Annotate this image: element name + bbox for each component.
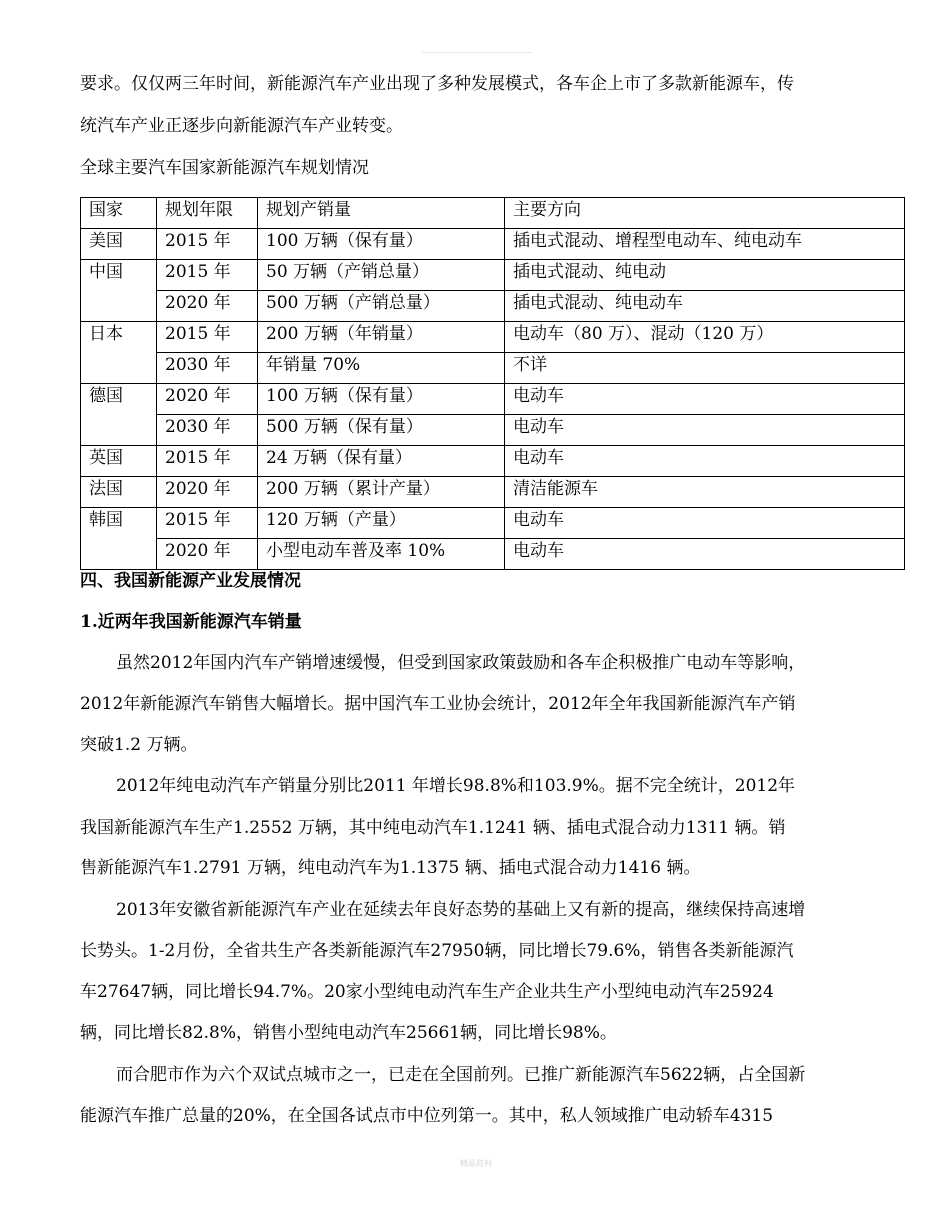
cell-year: 2015 年 bbox=[157, 260, 258, 291]
cell-year: 2020 年 bbox=[157, 539, 258, 570]
cell-year: 2015 年 bbox=[157, 508, 258, 539]
cell-volume: 100 万辆（保有量） bbox=[258, 229, 505, 260]
cell-direction: 不详 bbox=[505, 353, 905, 384]
cell-volume: 500 万辆（保有量） bbox=[258, 415, 505, 446]
subsection-heading: 1.近两年我国新能源汽车销量 bbox=[80, 612, 302, 632]
cell-year: 2020 年 bbox=[157, 291, 258, 322]
cell-year: 2020 年 bbox=[157, 477, 258, 508]
cell-country: 日本 bbox=[81, 322, 157, 384]
table-row bbox=[81, 322, 905, 353]
cell-volume: 200 万辆（累计产量） bbox=[258, 477, 505, 508]
cell-year: 2015 年 bbox=[157, 322, 258, 353]
table-row bbox=[81, 415, 905, 446]
para2-line-2: 我国新能源汽车生产1.2552 万辆，其中纯电动汽车1.1241 辆、插电式混合动力1311 辆。销 bbox=[80, 818, 786, 838]
table-title: 全球主要汽车国家新能源汽车规划情况 bbox=[80, 158, 369, 178]
cell-direction: 电动车 bbox=[505, 415, 905, 446]
cell-volume: 120 万辆（产量） bbox=[258, 508, 505, 539]
table-row bbox=[81, 291, 905, 322]
cell-volume: 200 万辆（年销量） bbox=[258, 322, 505, 353]
cell-direction: 电动车 bbox=[505, 508, 905, 539]
header-volume: 规划产销量 bbox=[258, 198, 505, 229]
cell-volume: 50 万辆（产销总量） bbox=[258, 260, 505, 291]
cell-direction: 电动车 bbox=[505, 446, 905, 477]
cell-direction: 电动车 bbox=[505, 539, 905, 570]
cell-country: 中国 bbox=[81, 260, 157, 322]
cell-country: 英国 bbox=[81, 446, 157, 477]
cell-direction: 插电式混动、纯电动车 bbox=[505, 291, 905, 322]
cell-direction: 清洁能源车 bbox=[505, 477, 905, 508]
cell-direction: 插电式混动、纯电动 bbox=[505, 260, 905, 291]
ev-plan-table bbox=[80, 197, 905, 570]
para3-line-1: 2013年安徽省新能源汽车产业在延续去年良好态势的基础上又有新的提高，继续保持高速增 bbox=[116, 900, 806, 920]
page-footer-watermark: 精品资料 bbox=[460, 1159, 492, 1168]
cell-year: 2030 年 bbox=[157, 415, 258, 446]
section-heading: 四、我国新能源产业发展情况 bbox=[80, 571, 301, 591]
cell-country: 德国 bbox=[81, 384, 157, 446]
cell-volume: 500 万辆（产销总量） bbox=[258, 291, 505, 322]
cell-year: 2015 年 bbox=[157, 229, 258, 260]
cell-volume: 100 万辆（保有量） bbox=[258, 384, 505, 415]
para4-line-2: 能源汽车推广总量的20%，在全国各试点市中位列第一。其中，私人领域推广电动轿车4315 bbox=[80, 1106, 774, 1126]
cell-volume: 年销量 70% bbox=[258, 353, 505, 384]
intro-line-1: 要求。仅仅两三年时间，新能源汽车产业出现了多种发展模式，各车企上市了多款新能源车，传 bbox=[80, 74, 794, 94]
para2-line-1: 2012年纯电动汽车产销量分别比2011 年增长98.8%和103.9%。据不完全统计，2012年 bbox=[116, 776, 796, 796]
table-row bbox=[81, 446, 905, 477]
table-row bbox=[81, 353, 905, 384]
cell-country: 韩国 bbox=[81, 508, 157, 570]
cell-year: 2015 年 bbox=[157, 446, 258, 477]
para2-line-3: 售新能源汽车1.2791 万辆，纯电动汽车为1.1375 辆、插电式混合动力1416 辆。 bbox=[80, 858, 701, 878]
header-year: 规划年限 bbox=[157, 198, 258, 229]
para3-line-2: 长势头。1-2月份，全省共生产各类新能源汽车27950辆，同比增长79.6%，销售各类新能源汽 bbox=[80, 941, 794, 961]
para1-line-2: 2012年新能源汽车销售大幅增长。据中国汽车工业协会统计，2012年全年我国新能源汽车产销 bbox=[80, 694, 796, 714]
header-direction: 主要方向 bbox=[505, 198, 905, 229]
cell-year: 2020 年 bbox=[157, 384, 258, 415]
intro-line-2: 统汽车产业正逐步向新能源汽车产业转变。 bbox=[80, 116, 403, 136]
header-rule bbox=[422, 52, 532, 53]
table-row bbox=[81, 539, 905, 570]
para1-line-3: 突破1.2 万辆。 bbox=[80, 735, 198, 755]
table-row bbox=[81, 477, 905, 508]
cell-volume: 小型电动车普及率 10% bbox=[258, 539, 505, 570]
table-row bbox=[81, 229, 905, 260]
para3-line-4: 辆，同比增长82.8%，销售小型纯电动汽车25661辆，同比增长98%。 bbox=[80, 1023, 617, 1043]
para3-line-3: 车27647辆，同比增长94.7%。20家小型纯电动汽车生产企业共生产小型纯电动汽车25924 bbox=[80, 982, 774, 1002]
cell-year: 2030 年 bbox=[157, 353, 258, 384]
table-row bbox=[81, 508, 905, 539]
table-row bbox=[81, 384, 905, 415]
cell-direction: 电动车 bbox=[505, 384, 905, 415]
cell-country: 法国 bbox=[81, 477, 157, 508]
para4-line-1: 而合肥市作为六个双试点城市之一，已走在全国前列。已推广新能源汽车5622辆，占全国新 bbox=[116, 1065, 806, 1085]
cell-direction: 电动车（80 万）、混动（120 万） bbox=[505, 322, 905, 353]
table-header-row bbox=[81, 198, 905, 229]
header-country: 国家 bbox=[81, 198, 157, 229]
cell-volume: 24 万辆（保有量） bbox=[258, 446, 505, 477]
cell-country: 美国 bbox=[81, 229, 157, 260]
para1-line-1: 虽然2012年国内汽车产销增速缓慢，但受到国家政策鼓励和各车企积极推广电动车等影响， bbox=[116, 653, 806, 673]
table-row bbox=[81, 260, 905, 291]
cell-direction: 插电式混动、增程型电动车、纯电动车 bbox=[505, 229, 905, 260]
